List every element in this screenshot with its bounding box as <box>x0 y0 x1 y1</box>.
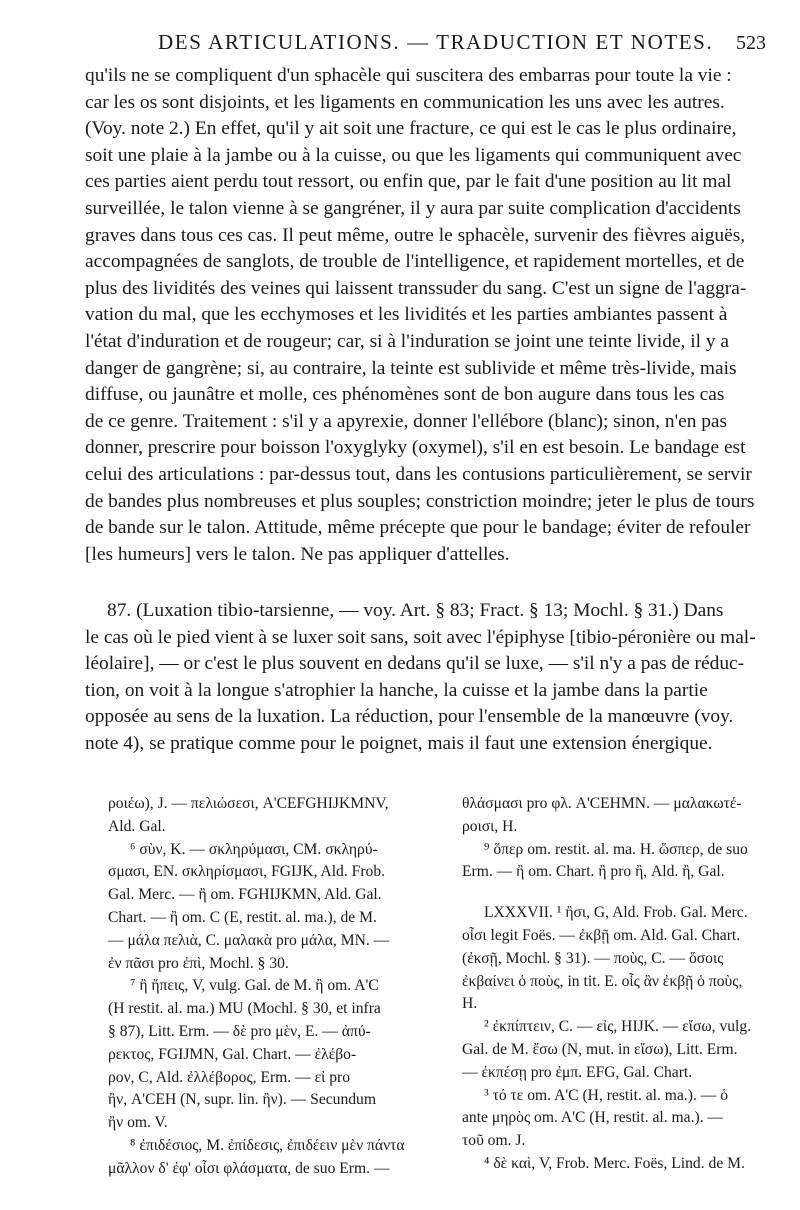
footnote-gap <box>462 884 782 902</box>
footnotes-left-column <box>108 793 428 1181</box>
text-line: car les os sont disjoints, et les ligaments en communication les uns avec les autres. <box>85 91 725 113</box>
text-line: celui des articulations : par-dessus tout, dans les contusions particulièrement, se servir <box>85 463 752 485</box>
text-line: vation du mal, que les ecchymoses et les lividités et les parties ambiantes passent à <box>85 304 728 326</box>
footnote-line: ροισι, H. <box>462 817 518 835</box>
text-line: le cas où le pied vient à se luxer soit sans, soit avec l'épiphyse [tibio-péronière ou mal- <box>85 626 756 648</box>
footnote-line: (ἐκσῇ, Mochl. § 31). — ποὺς, C. — ὅσοις <box>462 949 724 967</box>
text-line: l'état d'induration et de rougeur; car, si à l'induration se joint une teinte livide, il y a <box>85 330 730 352</box>
footnote-line: οἷσι legit Foës. — ἐκβῇ om. Ald. Gal. Chart. <box>462 926 741 944</box>
text-line: léolaire], — or c'est le plus souvent en dedans qu'il se luxe, — s'il n'y a pas de réduc- <box>85 653 745 675</box>
footnote-line: ⁴ δὲ καὶ, V, Frob. Merc. Foës, Lind. de M. <box>484 1154 745 1172</box>
text-line: opposée au sens de la luxation. La réduction, pour l'ensemble de la manœuvre (voy. <box>85 706 734 728</box>
footnote-line: ρεκτος, FGIJMN, Gal. Chart. — ἐλέβο- <box>108 1045 357 1063</box>
footnote-line: σμασι, EN. σκληρίσμασι, FGIJK, Ald. Frob. <box>108 863 386 881</box>
footnote-line: ἐν πᾶσι pro ἐπὶ, Mochl. § 30. <box>108 954 289 972</box>
footnotes-right-column <box>462 793 782 1176</box>
footnote-line: ἢν, A'CEH (N, supr. lin. ἢν). — Secundum <box>108 1091 376 1109</box>
footnote-line: — μάλα πελιὰ, C. μαλακὰ pro μάλα, MN. — <box>108 931 390 949</box>
text-line: plus des lividités des veines qui laissent transsuder du sang. C'est un signe de l'aggra- <box>85 277 747 299</box>
footnote-line: § 87), Litt. Erm. — δὲ pro μὲν, E. — ἀπύ- <box>108 1022 371 1040</box>
text-line: surveillée, le talon vienne à se gangréner, il y aura par suite complication d'accidents <box>85 197 741 219</box>
text-line: [les humeurs] vers le talon. Ne pas appliquer d'attelles. <box>85 543 510 565</box>
footnote-line: θλάσμασι pro φλ. A'CEHMN. — μαλακωτέ- <box>462 795 742 812</box>
text-line: soit une plaie à la jambe ou à la cuisse, ou que les ligaments qui communiquent avec <box>85 144 742 166</box>
running-title: DES ARTICULATIONS. — TRADUCTION ET NOTES. <box>158 30 714 54</box>
footnote-line: ἢν om. V. <box>108 1114 168 1132</box>
footnote-line: ⁸ ἐπιδέσιος, M. ἐπίδεσις, ἐπιδέειν μὲν πάντα <box>130 1136 405 1154</box>
footnote-line: Chart. — ἢ om. C (E, restit. al. ma.), de M. <box>108 908 377 926</box>
text-line: note 4), se pratique comme pour le poignet, mais il faut une extension énergique. <box>85 732 713 754</box>
footnote-line: ante μηρὸς om. A'C (H, restit. al. ma.). — <box>462 1109 724 1127</box>
text-line: tion, on voit à la longue s'atrophier la hanche, la cuisse et la jambe dans la partie <box>85 679 708 701</box>
footnote-line: LXXXVII. ¹ ἢσι, G, Ald. Frob. Gal. Merc. <box>484 904 748 922</box>
footnote-line: Gal. Merc. — ἢ om. FGHIJKMN, Ald. Gal. <box>108 886 382 904</box>
footnote-line: ἐκβαίνει ὁ ποὺς, in tit. E. οἷς ἂν ἐκβῇ ὁ ποὺς, <box>462 972 743 990</box>
text-line: danger de gangrène; si, au contraire, la teinte est sublivide et même très-livide, mais <box>85 357 737 379</box>
text-line: de bande sur le talon. Attitude, même précepte que pour le bandage; éviter de refouler <box>85 517 751 539</box>
footnote-line: τοῦ om. J. <box>462 1132 526 1150</box>
footnote-line: ² ἐκπίπτειν, C. — εἰς, HIJK. — εἴσω, vulg. <box>484 1018 752 1036</box>
page-number: 523 <box>736 32 766 54</box>
footnote-line: μᾶλλον δ' ἐφ' οἷσι φλάσματα, de suo Erm. — <box>108 1159 390 1177</box>
text-line: (Voy. note 2.) En effet, qu'il y ait soit une fracture, ce qui est le cas le plus ordinaire, <box>85 118 737 140</box>
footnote-line: H. <box>462 995 478 1013</box>
footnote-line: Erm. — ἢ om. Chart. ἢ pro ἢ, Ald. ἢ, Gal. <box>462 863 725 881</box>
footnote-line: ρον, C, Ald. ἐλλέβορος, Erm. — εἰ pro <box>108 1068 351 1086</box>
text-line: accompagnées de sanglots, de trouble de l'intelligence, et rapidement mortelles, et de <box>85 251 745 273</box>
footnote-line: Gal. de M. ἔσω (N, mut. in εἴσω), Litt. Erm. <box>462 1040 738 1058</box>
text-line: graves dans tous ces cas. Il peut même, outre le sphacèle, survenir des fièvres aiguës, <box>85 224 746 246</box>
footnote-line: (H restit. al. ma.) MU (Mochl. § 30, et infra <box>108 1000 381 1018</box>
footnote-line: ⁹ ὅπερ om. restit. al. ma. H. ὥσπερ, de suo <box>484 840 748 858</box>
footnote-line: ⁶ σὺν, K. — σκληρύμασι, CM. σκληρύ- <box>130 840 378 858</box>
text-line: de ce genre. Traitement : s'il y a apyrexie, donner l'ellébore (blanc); sinon, n'en pas <box>85 410 728 432</box>
footnote-line: Ald. Gal. <box>108 817 166 835</box>
paragraph-87 <box>85 598 761 758</box>
text-line: qu'ils ne se compliquent d'un sphacèle qui suscitera des embarras pour toute la vie : <box>85 65 732 86</box>
text-line: ces parties aient perdu tout ressort, ou enfin que, par le fait d'une position au lit mal <box>85 171 732 193</box>
text-line: de bandes plus nombreuses et plus souples; constriction moindre; jeter le plus de tours <box>85 490 755 512</box>
footnote-line: ³ τό τε om. A'C (H, restit. al. ma.). — ὁ <box>484 1086 728 1104</box>
footnote-line: ροιέω), J. — πελιώσεσι, A'CEFGHIJKMNV, <box>108 795 389 812</box>
main-paragraph <box>85 63 761 568</box>
text-line: diffuse, ou jaunâtre et molle, ces phénomènes sont de bon augure dans tous les cas <box>85 384 725 406</box>
page-header <box>96 26 772 56</box>
footnote-line: ⁷ ἢ ἤπεις, V, vulg. Gal. de M. ἢ om. A'C <box>130 977 379 995</box>
footnote-line: — ἐκπέσῃ pro ἐμπ. EFG, Gal. Chart. <box>462 1063 693 1081</box>
text-line: 87. (Luxation tibio-tarsienne, — voy. Art. § 83; Fract. § 13; Mochl. § 31.) Dans <box>107 600 724 621</box>
text-line: donner, prescrire pour boisson l'oxyglyky (oxymel), s'il en est besoin. Le bandage est <box>85 437 746 459</box>
